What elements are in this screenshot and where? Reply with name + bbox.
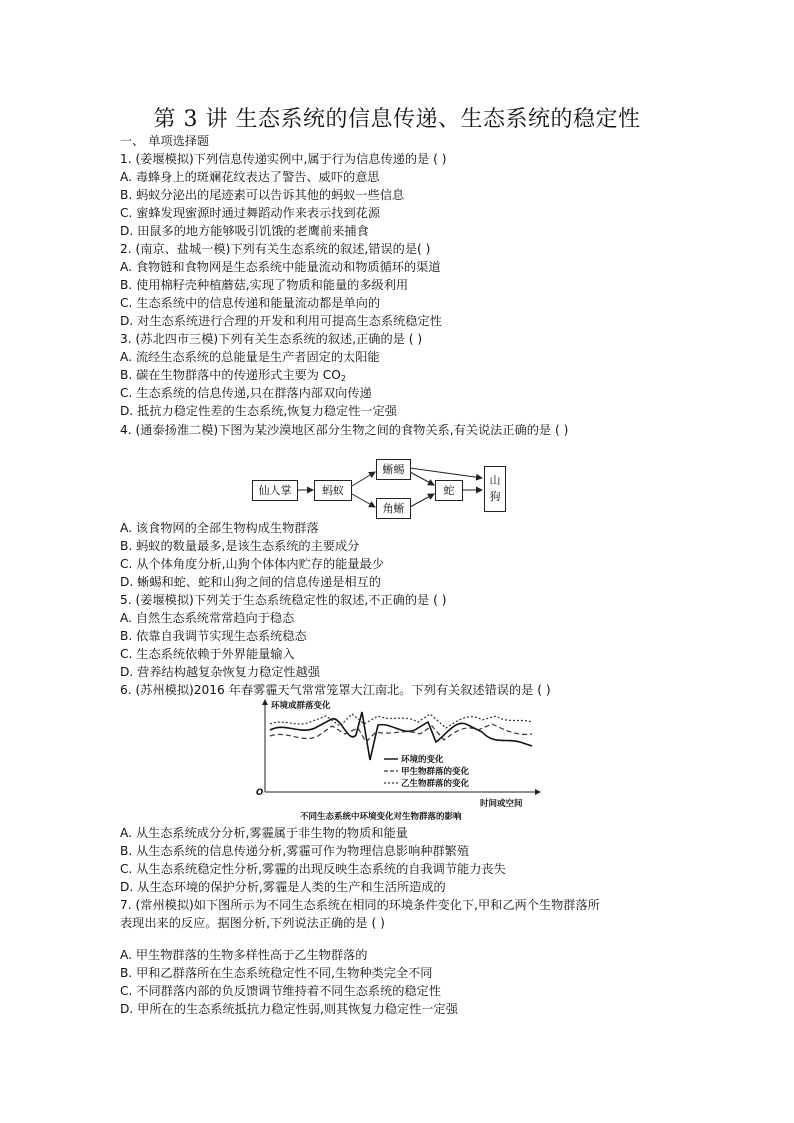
- q2-option-a: A. 食物链和食物网是生态系统中能量流动和物质循环的渠道: [120, 260, 441, 274]
- q5-option-b: B. 依靠自我调节实现生态系统稳态: [120, 629, 307, 643]
- chart-x-label: 时间或空间: [480, 799, 523, 809]
- community-b-change-line: [270, 714, 532, 728]
- q1-stem: 1. (姜堰模拟)下列信息传递实例中,属于行为信息传递的是 ( ): [120, 152, 447, 166]
- q4-option-c: C. 从个体角度分析,山狗个体体内贮存的能量最少: [120, 557, 384, 571]
- q6-option-d: D. 从生态环境的保护分析,雾霾是人类的生产和生活所造成的: [120, 880, 446, 894]
- page-title: 第 3 讲 生态系统的信息传递、生态系统的稳定性: [153, 107, 641, 132]
- q1-option-d: D. 田鼠多的地方能够吸引饥饿的老鹰前来捕食: [120, 224, 369, 238]
- q7-option-a: A. 甲生物群落的生物多样性高于乙生物群落的: [120, 948, 368, 962]
- chart-legend-community-b: 乙生物群落的变化: [401, 779, 470, 789]
- q7-option-c: C. 不同群落内部的负反馈调节维持着不同生态系统的稳定性: [120, 984, 441, 998]
- q2-stem: 2. (南京、盐城一模)下列有关生态系统的叙述,错误的是( ): [120, 242, 431, 256]
- q5-option-d: D. 营养结构越复杂恢复力稳定性越强: [120, 665, 320, 679]
- food-web-node-snake: 蛇: [435, 480, 463, 501]
- q2-option-b: B. 使用棉籽壳种植蘑菇,实现了物质和能量的多级利用: [120, 278, 409, 292]
- q6-option-b: B. 从生态系统的信息传递分析,雾霾可作为物理信息影响种群繁殖: [120, 844, 470, 858]
- q6-option-c: C. 从生态系统稳定性分析,雾霾的出现反映生态系统的自我调节能力丧失: [120, 862, 506, 876]
- q3-stem: 3. (苏北四市三模)下列有关生态系统的叙述,正确的是 ( ): [120, 332, 423, 346]
- chart-legend-community-a: 甲生物群落的变化: [401, 767, 470, 777]
- food-web-node-ant: 蚂蚁: [314, 480, 352, 501]
- q5-option-c: C. 生态系统依赖于外界能量输入: [120, 647, 295, 661]
- q4-option-d: D. 蜥蜴和蛇、蛇和山狗之间的信息传递是相互的: [120, 575, 381, 589]
- q2-option-d: D. 对生态系统进行合理的开发和利用可提高生态系统稳定性: [120, 314, 442, 328]
- food-web-node-lizard: 蜥蜴: [376, 459, 411, 480]
- q7-option-d: D. 甲所在的生态系统抵抗力稳定性弱,则其恢复力稳定性一定强: [120, 1002, 458, 1016]
- chart-origin-label: O: [256, 788, 264, 798]
- q3-option-c: C. 生态系统的信息传递,只在群落内部双向传递: [120, 386, 372, 400]
- q4-option-b: B. 蚂蚁的数量最多,是该生态系统的主要成分: [120, 539, 360, 553]
- q7-option-b: B. 甲和乙群落所在生态系统稳定性不同,生物种类完全不同: [120, 966, 433, 980]
- section-heading: 一、 单项选择题: [120, 134, 210, 148]
- q3-option-a: A. 流经生态系统的总能量是生产者固定的太阳能: [120, 350, 380, 364]
- food-web-node-horned-lizard: 角蜥: [376, 498, 411, 519]
- q5-option-a: A. 自然生态系统常常趋向于稳态: [120, 611, 295, 625]
- chart-y-label: 环境或群落变化: [271, 701, 331, 711]
- q4-stem: 4. (通泰扬淮二模)下图为某沙漠地区部分生物之间的食物关系,有关说法正确的是 ( ): [120, 423, 569, 437]
- q3-option-d: D. 抵抗力稳定性差的生态系统,恢复力稳定性一定强: [120, 404, 397, 418]
- food-web-node-cactus: 仙人掌: [252, 480, 298, 501]
- q1-option-b: B. 蚂蚁分泌出的尾迹素可以告诉其他的蚂蚁一些信息: [120, 188, 405, 202]
- q1-option-a: A. 毒蜂身上的斑斓花纹表达了警告、威吓的意思: [120, 170, 380, 184]
- food-web-node-coyote: 山 狗: [484, 466, 506, 512]
- co2-subscript: 2: [340, 374, 346, 383]
- chart-legend-environment: 环境的变化: [401, 755, 444, 765]
- chart-caption: 不同生态系统中环境变化对生物群落的影响: [300, 812, 462, 822]
- q3-option-b: B. 碳在生物群落中的传递形式主要为 $CO_2$: [120, 368, 346, 383]
- q6-stem: 6. (苏州模拟)2016 年春雾霾天气常常笼罩大江南北。下列有关叙述错误的是 ( ): [120, 683, 551, 697]
- q1-option-c: C. 蜜蜂发现蜜源时通过舞蹈动作来表示找到花源: [120, 206, 381, 220]
- q7-stem-line2: 表现出来的反应。据图分析,下列说法正确的是 ( ): [120, 916, 385, 930]
- q7-stem-line1: 7. (常州模拟)如下图所示为不同生态系统在相同的环境条件变化下,甲和乙两个生物群落所: [120, 898, 600, 912]
- q4-option-a: A. 该食物网的全部生物构成生物群落: [120, 521, 319, 535]
- q5-stem: 5. (姜堰模拟)下列关于生态系统稳定性的叙述,不正确的是 ( ): [120, 593, 447, 607]
- q6-option-a: A. 从生态系统成分分析,雾霾属于非生物的物质和能量: [120, 826, 408, 840]
- q2-option-c: C. 生态系统中的信息传递和能量流动都是单向的: [120, 296, 381, 310]
